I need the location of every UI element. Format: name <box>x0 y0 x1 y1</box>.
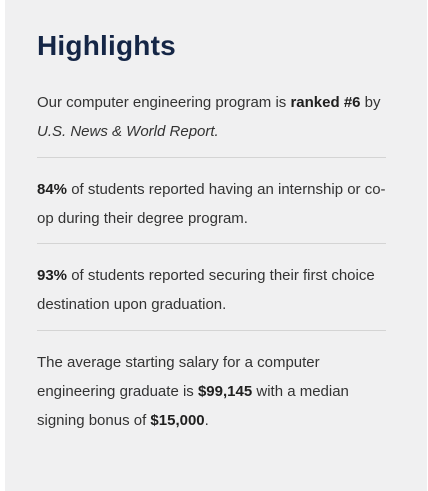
ranking-text-1: Our computer engineering program is <box>37 94 291 111</box>
internship-text: of students reported having an internship or co-op during their degree program. <box>37 181 386 227</box>
signing-bonus-value: $15,000 <box>150 412 205 429</box>
salary-text-1: The average starting salary for a computer engineering graduate is <box>37 354 320 400</box>
highlights-title: Highlights <box>37 30 176 61</box>
highlight-salary <box>37 348 387 435</box>
salary-value: $99,145 <box>197 383 253 400</box>
highlight-internship <box>37 175 387 233</box>
salary-text-3: . <box>204 412 209 429</box>
ranking-value: ranked #6 <box>290 94 361 111</box>
divider <box>37 330 386 331</box>
highlight-ranking <box>37 88 387 146</box>
divider <box>37 157 386 158</box>
first-choice-value: 93% <box>37 267 68 284</box>
highlights-card <box>5 0 427 491</box>
ranking-text-2: by <box>360 94 381 111</box>
divider <box>37 243 386 244</box>
salary-text-2: with a median signing bonus of <box>37 383 349 429</box>
internship-value: 84% <box>37 181 68 198</box>
first-choice-text: of students reported securing their first choice destination upon graduation. <box>37 267 375 313</box>
highlight-first-choice <box>37 261 387 319</box>
ranking-source: U.S. News & World Report. <box>37 123 219 140</box>
